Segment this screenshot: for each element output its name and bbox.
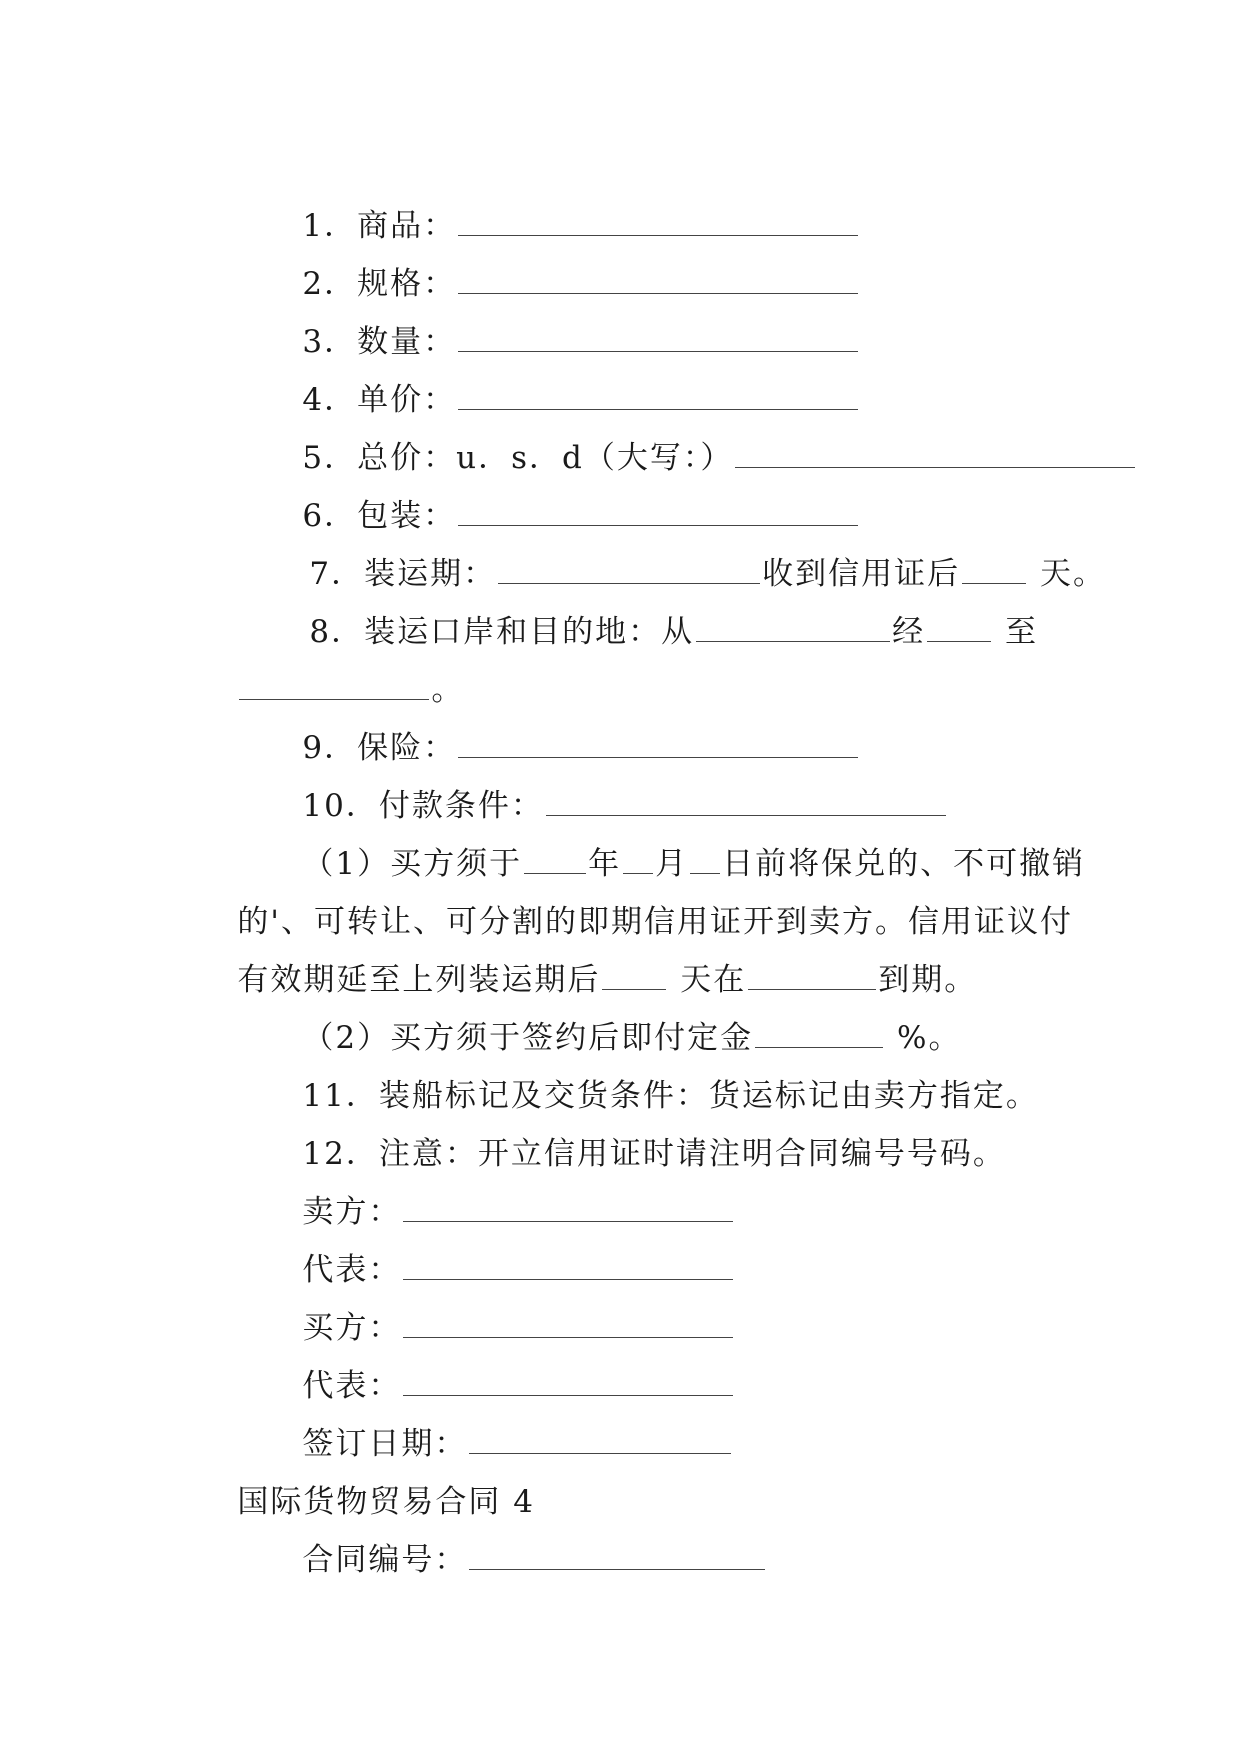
blank-field[interactable]: [927, 615, 991, 642]
label: 3．数量：: [302, 324, 457, 360]
label: 9．保险：: [302, 730, 457, 766]
text: 月: [655, 846, 689, 882]
label: 4．单价：: [302, 382, 457, 418]
text: 经: [892, 614, 926, 650]
text: 的'、可转让、可分割的即期信用证开到卖方。信用证议付: [237, 904, 1073, 940]
text: （1）买方须于: [302, 846, 523, 882]
text: 至: [993, 614, 1039, 650]
text: （2）买方须于签约后即付定金: [302, 1020, 754, 1056]
label: 代表：: [302, 1368, 402, 1404]
text: 天。: [1028, 556, 1107, 592]
text: 有效期延至上列装运期后: [237, 962, 601, 998]
text: 到期。: [878, 962, 978, 998]
label: 代表：: [302, 1252, 402, 1288]
label: 1．商品：: [302, 208, 457, 244]
text: %。: [885, 1020, 962, 1056]
label: 买方：: [302, 1310, 402, 1346]
label: 合同编号：: [302, 1542, 468, 1578]
text: 年: [588, 846, 622, 882]
label: 5．总价：u．s．d（大写：）: [302, 440, 734, 476]
heading-text: 国际货物贸易合同 4: [237, 1484, 535, 1520]
text: 12．注意：开立信用证时请注明合同编号号码。: [302, 1136, 1006, 1172]
label: 卖方：: [302, 1194, 402, 1230]
text: 天在: [668, 962, 747, 998]
text: 收到信用证后: [762, 556, 961, 592]
label: 2．规格：: [302, 266, 457, 302]
text: 11．装船标记及交货条件：货运标记由卖方指定。: [302, 1078, 1039, 1114]
blank-field[interactable]: [469, 1543, 765, 1570]
label: 签订日期：: [302, 1426, 468, 1462]
label: 10．付款条件：: [302, 788, 544, 824]
contract-number-field: [255, 1500, 767, 1620]
label: 7．装运期：: [309, 556, 497, 592]
blank-field[interactable]: [696, 615, 890, 642]
text: 日前将保兑的、不可撤销: [722, 846, 1086, 882]
text: 。: [431, 672, 465, 708]
label: 6．包装：: [302, 498, 457, 534]
label: 8．装运口岸和目的地：从: [309, 614, 695, 650]
